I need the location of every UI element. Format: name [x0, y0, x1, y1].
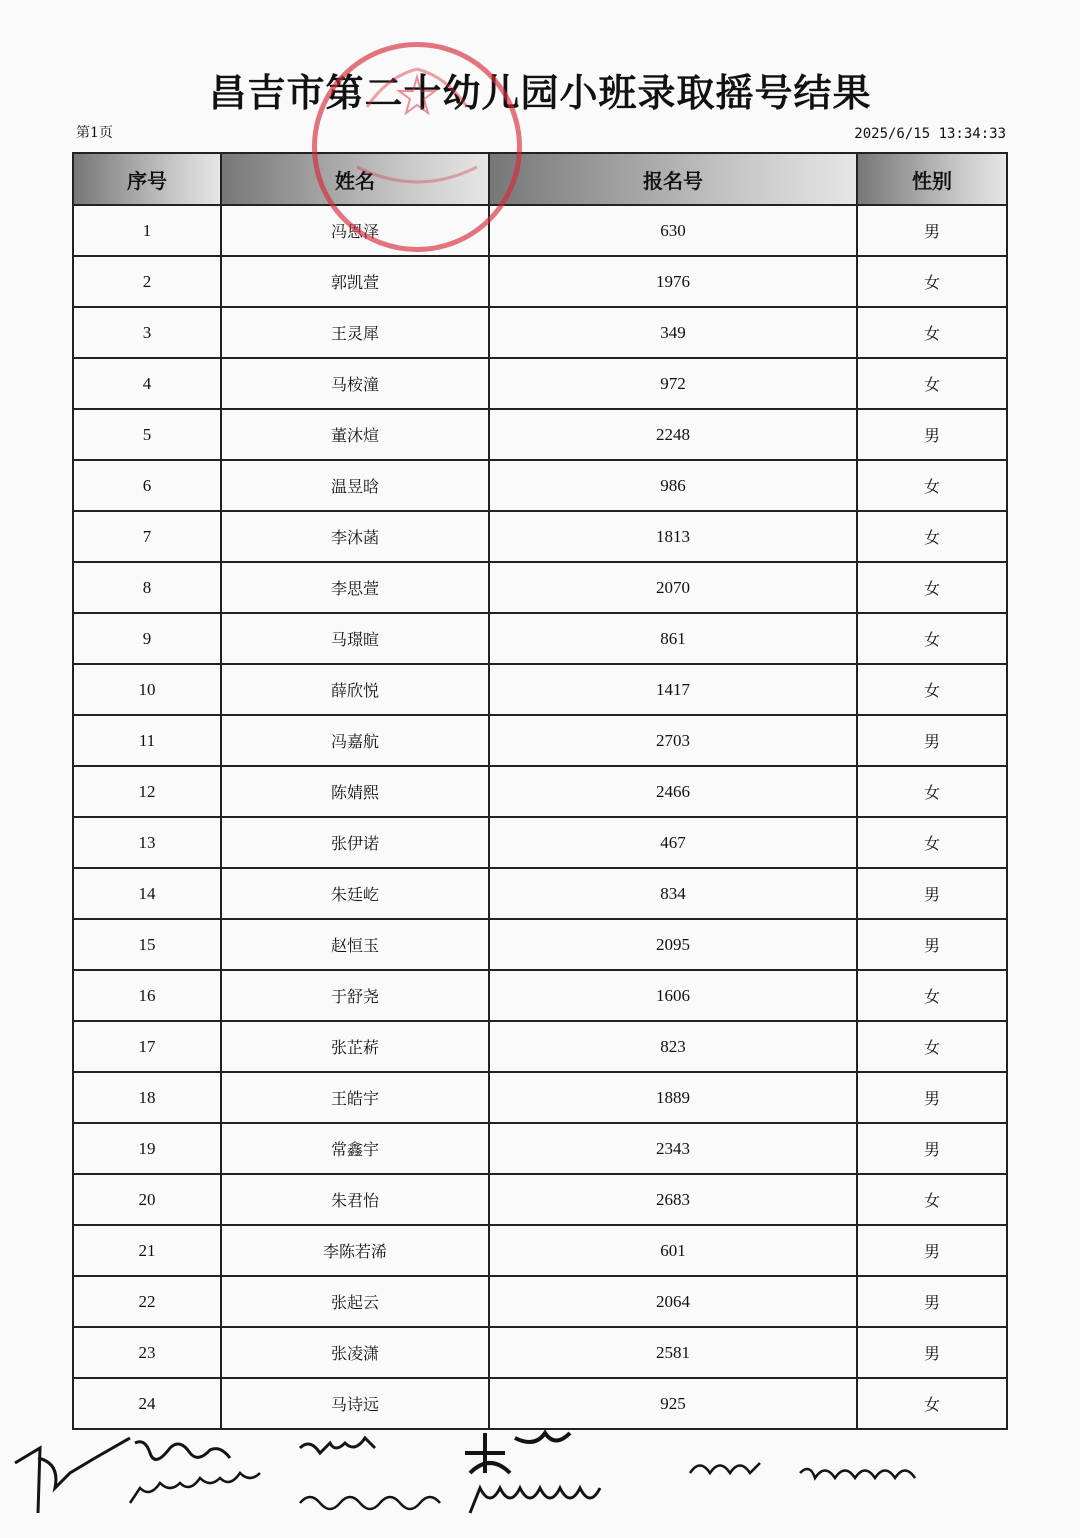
signature-mark-7 [470, 1488, 600, 1513]
cell-name: 张凌潇 [221, 1327, 489, 1378]
cell-name: 冯恩泽 [221, 205, 489, 256]
cell-name: 于舒尧 [221, 970, 489, 1021]
cell-seq: 6 [73, 460, 221, 511]
cell-reg-no: 2581 [489, 1327, 857, 1378]
cell-gender: 女 [857, 613, 1007, 664]
cell-reg-no: 2466 [489, 766, 857, 817]
cell-gender: 女 [857, 460, 1007, 511]
cell-seq: 7 [73, 511, 221, 562]
cell-gender: 女 [857, 664, 1007, 715]
cell-reg-no: 861 [489, 613, 857, 664]
cell-gender: 女 [857, 511, 1007, 562]
table-row [73, 307, 1007, 358]
cell-name: 马诗远 [221, 1378, 489, 1429]
cell-seq: 8 [73, 562, 221, 613]
cell-seq: 24 [73, 1378, 221, 1429]
cell-gender: 女 [857, 256, 1007, 307]
cell-seq: 10 [73, 664, 221, 715]
cell-reg-no: 925 [489, 1378, 857, 1429]
table-row [73, 1072, 1007, 1123]
cell-name: 朱廷屹 [221, 868, 489, 919]
cell-seq: 15 [73, 919, 221, 970]
cell-seq: 17 [73, 1021, 221, 1072]
table-row [73, 358, 1007, 409]
cell-name: 王皓宇 [221, 1072, 489, 1123]
cell-name: 李陈若浠 [221, 1225, 489, 1276]
cell-reg-no: 1889 [489, 1072, 857, 1123]
cell-reg-no: 630 [489, 205, 857, 256]
table-row [73, 868, 1007, 919]
cell-gender: 女 [857, 307, 1007, 358]
cell-gender: 男 [857, 1327, 1007, 1378]
table-row [73, 715, 1007, 766]
cell-seq: 21 [73, 1225, 221, 1276]
cell-name: 郭凯萱 [221, 256, 489, 307]
table-row [73, 970, 1007, 1021]
signature-mark-1 [15, 1438, 130, 1513]
cell-gender: 女 [857, 358, 1007, 409]
cell-gender: 女 [857, 766, 1007, 817]
cell-seq: 20 [73, 1174, 221, 1225]
cell-seq: 23 [73, 1327, 221, 1378]
cell-name: 马桉潼 [221, 358, 489, 409]
cell-seq: 12 [73, 766, 221, 817]
cell-gender: 女 [857, 1378, 1007, 1429]
table-row [73, 1174, 1007, 1225]
cell-gender: 男 [857, 715, 1007, 766]
cell-gender: 男 [857, 1276, 1007, 1327]
table-header-row [73, 153, 1007, 205]
cell-gender: 女 [857, 1021, 1007, 1072]
cell-gender: 女 [857, 970, 1007, 1021]
cell-gender: 男 [857, 1225, 1007, 1276]
cell-name: 李沐菡 [221, 511, 489, 562]
cell-gender: 女 [857, 817, 1007, 868]
cell-seq: 13 [73, 817, 221, 868]
table-row [73, 409, 1007, 460]
cell-name: 常鑫宇 [221, 1123, 489, 1174]
cell-reg-no: 349 [489, 307, 857, 358]
cell-reg-no: 2703 [489, 715, 857, 766]
cell-seq: 18 [73, 1072, 221, 1123]
table-row [73, 460, 1007, 511]
cell-name: 薛欣悦 [221, 664, 489, 715]
cell-reg-no: 1417 [489, 664, 857, 715]
cell-reg-no: 2070 [489, 562, 857, 613]
cell-reg-no: 2248 [489, 409, 857, 460]
signature-mark-2 [135, 1442, 230, 1460]
cell-gender: 男 [857, 205, 1007, 256]
cell-reg-no: 986 [489, 460, 857, 511]
cell-reg-no: 823 [489, 1021, 857, 1072]
cell-name: 马璟暄 [221, 613, 489, 664]
table-row [73, 766, 1007, 817]
header-gender: 性别 [857, 153, 1007, 205]
cell-seq: 11 [73, 715, 221, 766]
cell-seq: 2 [73, 256, 221, 307]
table-row [73, 1276, 1007, 1327]
cell-seq: 1 [73, 205, 221, 256]
cell-reg-no: 834 [489, 868, 857, 919]
cell-reg-no: 601 [489, 1225, 857, 1276]
cell-name: 赵恒玉 [221, 919, 489, 970]
cell-reg-no: 1813 [489, 511, 857, 562]
cell-reg-no: 2095 [489, 919, 857, 970]
header-seq: 序号 [73, 153, 221, 205]
cell-name: 张起云 [221, 1276, 489, 1327]
table-row [73, 511, 1007, 562]
cell-seq: 3 [73, 307, 221, 358]
cell-reg-no: 2683 [489, 1174, 857, 1225]
page-number: 第1页 [76, 125, 113, 141]
cell-reg-no: 1606 [489, 970, 857, 1021]
cell-seq: 22 [73, 1276, 221, 1327]
table-row [73, 1021, 1007, 1072]
header-reg-no: 报名号 [489, 153, 857, 205]
cell-gender: 男 [857, 1072, 1007, 1123]
signature-mark-8 [690, 1463, 760, 1473]
cell-name: 张伊诺 [221, 817, 489, 868]
table-row [73, 664, 1007, 715]
table-row [73, 613, 1007, 664]
cell-name: 陈婧熙 [221, 766, 489, 817]
cell-reg-no: 2343 [489, 1123, 857, 1174]
table-row [73, 205, 1007, 256]
document-title: 昌吉市第二十幼儿园小班录取摇号结果 [208, 71, 872, 115]
table-row [73, 817, 1007, 868]
cell-gender: 女 [857, 1174, 1007, 1225]
cell-seq: 14 [73, 868, 221, 919]
cell-seq: 9 [73, 613, 221, 664]
cell-gender: 男 [857, 919, 1007, 970]
table-row [73, 562, 1007, 613]
cell-name: 张芷菥 [221, 1021, 489, 1072]
cell-reg-no: 2064 [489, 1276, 857, 1327]
cell-seq: 5 [73, 409, 221, 460]
signature-mark-5 [300, 1497, 440, 1509]
cell-gender: 女 [857, 562, 1007, 613]
cell-name: 温昱晗 [221, 460, 489, 511]
table-row [73, 1225, 1007, 1276]
cell-gender: 男 [857, 1123, 1007, 1174]
cell-name: 王灵犀 [221, 307, 489, 358]
table-row [73, 256, 1007, 307]
cell-reg-no: 972 [489, 358, 857, 409]
signature-mark-9 [800, 1469, 915, 1478]
signature-area [0, 1418, 1080, 1538]
print-timestamp: 2025/6/15 13:34:33 [854, 126, 1006, 142]
cell-gender: 男 [857, 868, 1007, 919]
signature-mark-4 [300, 1438, 375, 1453]
header-name: 姓名 [221, 153, 489, 205]
results-table [72, 152, 1008, 1430]
cell-seq: 19 [73, 1123, 221, 1174]
cell-seq: 4 [73, 358, 221, 409]
cell-name: 冯嘉航 [221, 715, 489, 766]
cell-reg-no: 467 [489, 817, 857, 868]
handwritten-signatures [0, 1418, 1080, 1538]
table-row [73, 1123, 1007, 1174]
cell-name: 李思萱 [221, 562, 489, 613]
cell-name: 董沐煊 [221, 409, 489, 460]
cell-reg-no: 1976 [489, 256, 857, 307]
signature-mark-6 [465, 1433, 570, 1473]
table-row [73, 1327, 1007, 1378]
cell-gender: 男 [857, 409, 1007, 460]
cell-seq: 16 [73, 970, 221, 1021]
cell-name: 朱君怡 [221, 1174, 489, 1225]
signature-mark-3 [130, 1473, 260, 1503]
table-row [73, 919, 1007, 970]
